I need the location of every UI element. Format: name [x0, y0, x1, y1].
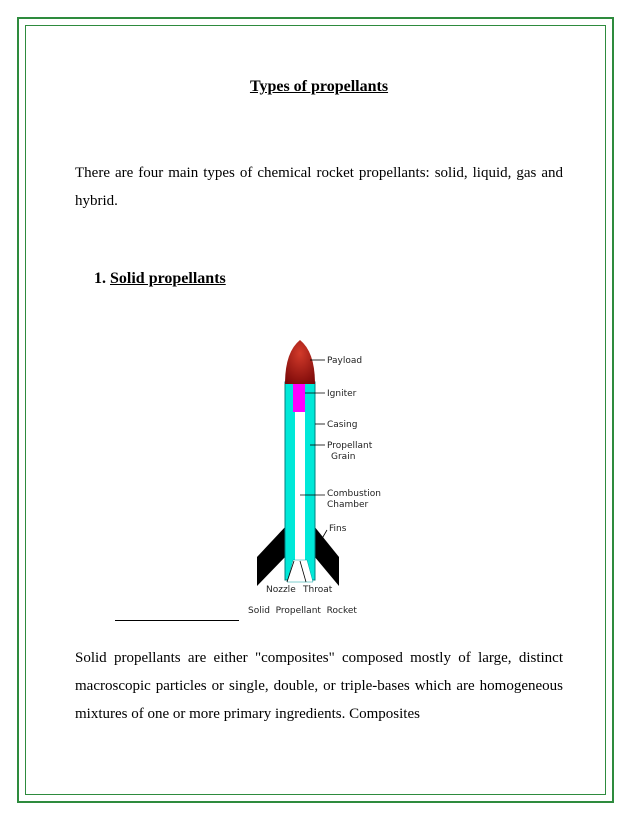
- label-grain-1: Propellant: [327, 441, 373, 451]
- divider-line: [115, 620, 239, 621]
- page-title: Types of propellants: [249, 78, 389, 95]
- fin-left: [257, 526, 286, 586]
- label-grain-2: Grain: [331, 452, 356, 462]
- igniter: [293, 382, 305, 412]
- section-number: 1.: [94, 270, 106, 287]
- label-casing: Casing: [327, 420, 358, 430]
- solid-rocket-diagram: [230, 330, 381, 620]
- label-fins: Fins: [329, 524, 347, 534]
- label-chamber-2: Chamber: [327, 500, 369, 510]
- figure-caption: Solid Propellant Rocket: [248, 606, 357, 616]
- section-title: Solid propellants: [110, 270, 226, 287]
- nose-cone: [285, 340, 315, 384]
- intro-paragraph: There are four main types of chemical rocket propellants: solid, liquid, gas and hybrid.: [75, 165, 563, 209]
- fin-right: [314, 526, 339, 586]
- section-heading: [94, 270, 226, 288]
- label-payload: Payload: [327, 356, 363, 366]
- label-igniter: Igniter: [327, 389, 357, 399]
- propellant-core: [295, 410, 305, 570]
- label-chamber-1: Combustion: [327, 489, 381, 499]
- label-throat: Throat: [303, 585, 333, 595]
- body-paragraph: Solid propellants are either "composites" composed mostly of large, distinct macroscopic particles or single, double, or triple-bases which are homogeneous mixtures of one or more primary ingredients. Composites: [75, 650, 563, 722]
- label-nozzle: Nozzle: [266, 585, 296, 595]
